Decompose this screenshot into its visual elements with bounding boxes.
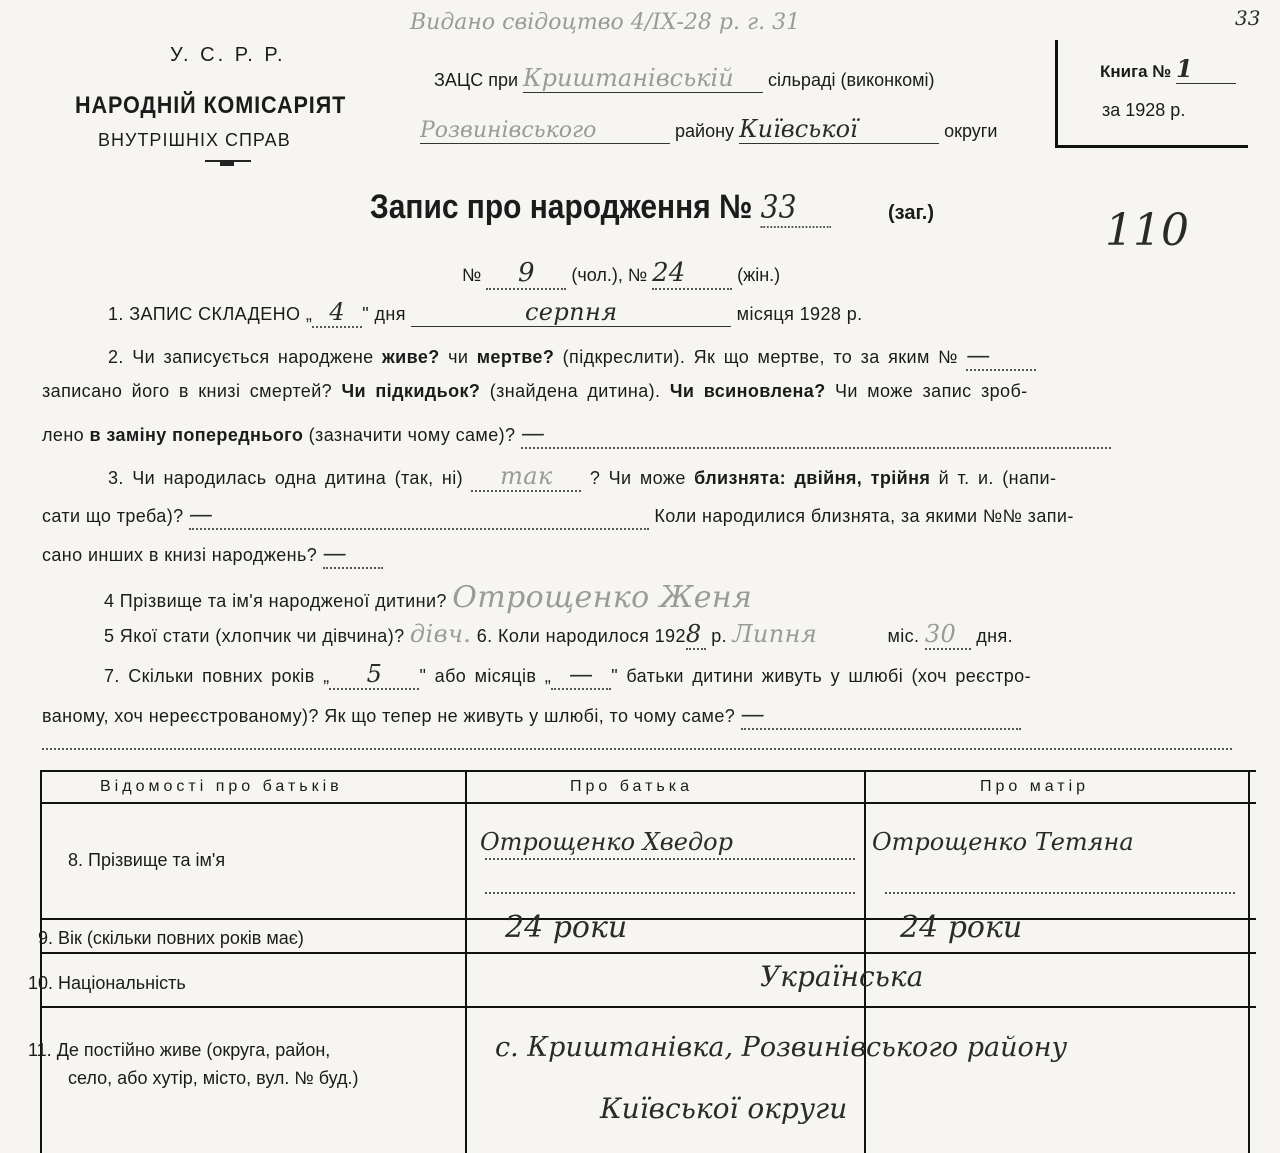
record-type: (заг.) [888, 202, 935, 224]
child-name-value: Отрощенко Женя [452, 580, 753, 615]
col-header-father: Про батька [570, 778, 693, 795]
mother-name-value: Отрощенко Тетяна [872, 828, 1134, 856]
q3-line-2: сати що треба)? — Коли народилися близнята, за якими №№ запи- [42, 500, 1074, 528]
q1-line: 1. ЗАПИС СКЛАДЕНО „ 4 " дня серпня місяця 1928 р. [108, 298, 863, 326]
header-divider-mark [220, 162, 234, 166]
q2-line-1: 2. Чи записується народжене живе? чи мертве? (підкреслити). Як що мертве, то за яким № — [108, 341, 1036, 371]
q4-line: 4 Прізвище та ім'я народженої дитини? Отрощенко Женя [104, 580, 753, 615]
sex-value: дівч. [409, 620, 472, 648]
q7-blank-line [42, 748, 1232, 750]
father-age-value: 24 роки [505, 910, 628, 945]
zags-line: ЗАЦС при Криштанівській сільраді (виконкомі) [434, 64, 935, 92]
q2-line-2: записано його в книзі смертей? Чи підкидьок? (знайдена дитина). Чи всиновлена? Чи може запис зроб- [42, 381, 1028, 401]
mother-age-value: 24 роки [900, 910, 1023, 945]
month-value: серпня [411, 298, 731, 327]
ussr-header: У. С. Р. Р. [170, 44, 286, 66]
margin-note: 110 [1105, 205, 1189, 256]
q5-line: 5 Якої стати (хлопчик чи дівчина)? дівч. 6. Коли народилося 1928 р. Липня міс. 30 дня. [104, 620, 1014, 648]
department-title: ВНУТРІШНІХ СПРАВ [98, 130, 291, 150]
commissariat-title: НАРОДНІЙ КОМІСАРІЯТ [75, 92, 347, 119]
row-age-label: 9. Вік (скільки повних років має) [38, 928, 304, 948]
col-header-mother: Про матір [980, 778, 1090, 795]
residence-value-2: Київської округи [600, 1092, 848, 1125]
q7-line-1: 7. Скільки повних років „ 5 " або місяців „ — " батьки дитини живуть у шлюбі (хоч реєстро- [104, 660, 1031, 688]
row-nationality-label: 10. Національність [28, 973, 186, 993]
village-value: Криштанівській [523, 64, 763, 93]
q2-line-3: лено в заміну попереднього (зазначити чому саме)? — [42, 419, 1111, 449]
top-annotation: Видано свідоцтво 4/ІХ-28 р. г. 31 [410, 10, 801, 35]
father-name-value: Отрощенко Хведор [480, 828, 733, 856]
row-name-label: 8. Прізвище та ім'я [68, 850, 226, 870]
rayon-value: Розвинівського [420, 118, 670, 144]
nationality-value: Українська [760, 960, 924, 993]
row-residence-label-1: 11. Де постійно живе (округа, район, [28, 1040, 331, 1060]
record-number: 33 [761, 188, 831, 228]
page-number: 33 [1235, 6, 1261, 30]
record-numbers: № 9 (чол.), № 24 (жін.) [462, 258, 781, 288]
q3-line-1: 3. Чи народилась одна дитина (так, ні) так ? Чи може близнята: двійня, трійня й т. и. (напи- [108, 462, 1057, 490]
q7-line-2: ваному, хоч нереєстрованому)? Як що тепер не живуть у шлюбі, то чому саме? — [42, 700, 1021, 730]
birth-month-value: Липня [732, 620, 818, 648]
q3-line-3: сано инших в книзі народжень? — [42, 539, 383, 569]
okruha-value: Київської [739, 115, 939, 144]
row-residence-label-2: село, або хутір, місто, вул. № буд.) [68, 1068, 359, 1088]
book-number: Книга № 1 [1100, 54, 1236, 84]
residence-value-1: с. Криштанівка, Розвинівського району [495, 1032, 1068, 1063]
book-year: за 1928 р. [1102, 100, 1186, 120]
col-header-info: Відомості про батьків [100, 778, 343, 795]
parents-table [28, 770, 1256, 1153]
record-title: Запис про народження № 33 [370, 188, 831, 228]
birth-day-value: 30 [925, 620, 971, 650]
rayon-line: Розвинівського району Київської округи [420, 115, 998, 143]
